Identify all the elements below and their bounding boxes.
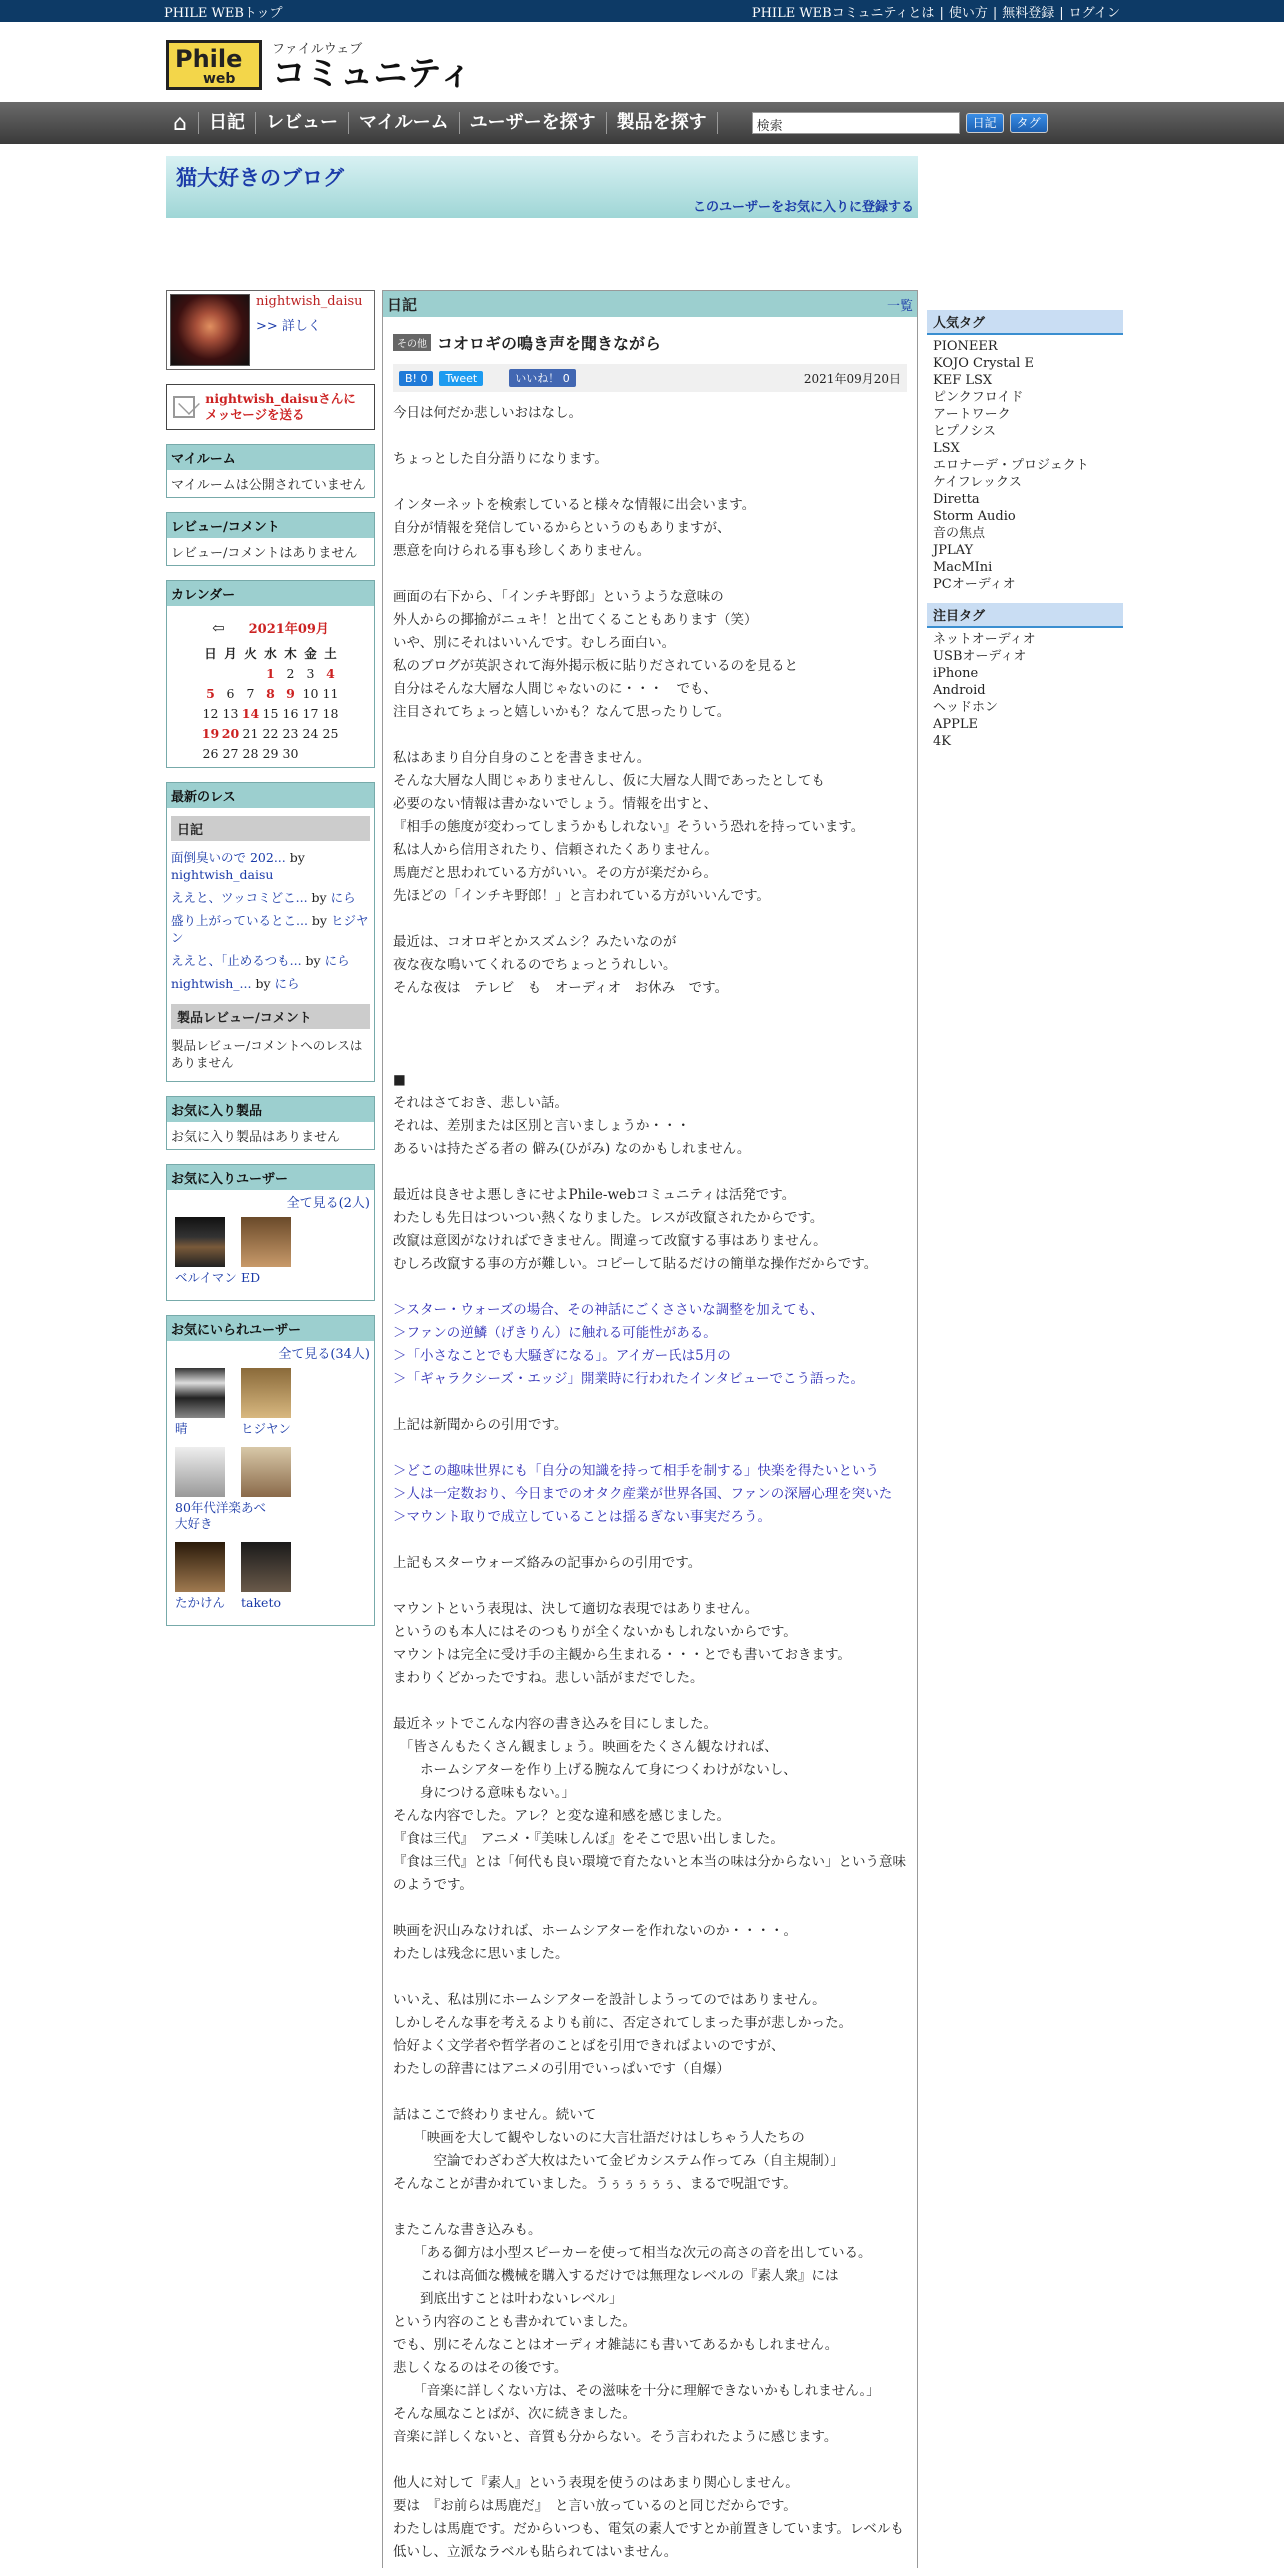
entry-paragraph: ＞どこの趣味世界にも「自分の知識を持って相手を制する」快楽を得たいという ＞人は一定数おり、今日までのオタク産業が世界各国、ファンの深層心理を突いた ＞マウント取りで成立していることは揺るぎない事実だろう。	[393, 1463, 893, 1525]
user-photo[interactable]	[241, 1447, 291, 1497]
tag-link[interactable]: ピンクフロイド	[933, 390, 1024, 405]
entry-paragraph: またこんな書き込みも。 「ある御方は小型スピーカーを使って相当な次元の高さの音を出している。 これは高価な機械を購入するだけでは無理なレベルの『素人衆』には 到底出すことは叶わないレベル」 という内容のことも書かれていました。 でも、別にそんなことはオーディオ雑誌にも書いてあるかもしれません。 悲しくなるのはその後です。 「音楽に詳しくない方は、その滋味を十分に理解できないかもしれません。」 そんな風なことばが、次に続きました。 音楽に詳しくないと、音質も分からない。そう言われたように感じます。	[393, 2222, 880, 2445]
logo-text	[272, 38, 473, 94]
calendar-month: 2021年09月	[248, 622, 329, 637]
user-name-link[interactable]: 晴	[175, 1421, 188, 1436]
fav-products-heading: お気に入り製品	[167, 1097, 374, 1122]
calendar-day[interactable]: 13	[222, 705, 239, 721]
entry-title: コオロギの鳴き声を聞きながら	[437, 334, 662, 353]
calendar-section	[166, 580, 375, 768]
calendar-day	[321, 743, 341, 763]
latest-heading: 最新のレス	[167, 783, 374, 808]
tag-link[interactable]: APPLE	[933, 717, 979, 732]
entry-paragraph: 最近は良きせよ悪しきにせよPhile-webコミュニティは活発です。 わたしも先日はついつい熱くなりました。レスが改竄されたからです。 改竄は意図がなければできません。間違って改竄する事はありません。 むしろ改竄する事の方が難しい。コピーして貼るだけの簡単な操作だからです。	[393, 1187, 878, 1272]
latest-product-label: 製品レビュー/コメント	[171, 1004, 370, 1029]
search-tag-button[interactable]: タグ	[1010, 113, 1048, 133]
latest-response-item	[171, 952, 370, 969]
site-logo[interactable]	[166, 38, 473, 94]
tag-link[interactable]: ケイフレックス	[933, 475, 1022, 490]
myroom-heading: マイルーム	[167, 445, 374, 470]
calendar-weekday: 木	[284, 646, 297, 661]
user-photo[interactable]	[241, 1542, 291, 1592]
calendar-day[interactable]: 28	[242, 745, 259, 761]
review-text: レビュー/コメントはありません	[171, 546, 358, 561]
user-name-link[interactable]: あべ	[241, 1500, 267, 1515]
tag-link[interactable]: ヘッドホン	[933, 700, 999, 715]
left-column	[166, 290, 375, 1626]
calendar-heading: カレンダー	[167, 581, 374, 606]
user-card[interactable]	[175, 1217, 241, 1286]
tag-link[interactable]: ネットオーディオ	[933, 632, 1036, 647]
nav-find-users[interactable]: ユーザーを探す	[459, 112, 606, 134]
fav-users-heading: お気に入りユーザー	[167, 1165, 374, 1190]
entry-paragraph: 最近ネットでこんな内容の書き込みを目にしました。 「皆さんもたくさん観ましょう。映画をたくさん観なければ、 ホームシアターを作り上げる腕なんて身につくわけがないし、 身につける意味もない。」 そんな内容でした。アレ？と変な違和感を感じました。 『食は三代』 アニメ・『美味しんぼ』をそこで思い出しました。 『食は三代』とは「何代も良い環境で育たないと本当の味は分からない」という意味のようです。	[393, 1716, 906, 1893]
blog-title-banner	[166, 156, 918, 218]
latest-response-by: by	[255, 976, 271, 991]
entry-paragraph: いいえ、私は別にホームシアターを設計しようってのではありません。 しかしそんな事を考えるよりも前に、否定されてしまった事が悲しかった。 恰好よく文学者や哲学者のことばを引用できればよいのですが、 わたしの辞書にはアニメの引用でいっぱいです（自爆）	[393, 1992, 852, 2077]
calendar-day[interactable]: 29	[262, 745, 279, 761]
user-card[interactable]	[175, 1368, 241, 1437]
fav-users-all-link[interactable]: 全て見る(2人)	[286, 1196, 370, 1211]
calendar-day[interactable]: 22	[262, 725, 279, 741]
attention-tags-heading: 注目タグ	[927, 603, 1123, 628]
user-photo[interactable]	[175, 1447, 225, 1497]
calendar-weekday: 火	[244, 646, 257, 661]
calendar-day[interactable]: 19	[201, 725, 220, 741]
top-links: PHILE WEBコミュニティとは | 使い方 | 無料登録 | ログイン	[751, 5, 1120, 21]
latest-response-item	[171, 889, 370, 906]
howto-link[interactable]: 使い方	[948, 5, 988, 21]
latest-diary-label: 日記	[171, 816, 370, 841]
user-card[interactable]	[175, 1542, 241, 1611]
calendar-day	[301, 743, 321, 763]
review-section	[166, 512, 375, 566]
calendar-day[interactable]: 23	[282, 725, 299, 741]
latest-response-user[interactable]: にら	[330, 890, 356, 905]
entry-paragraph: 最近は、コオロギとかスズムシ？みたいなのが 夜な夜な鳴いてくれるのでちょっとうれしい。 そんな夜は テレビ も オーディオ お休み です。 ■ それはさておき、悲しい話。 それは、差別または区別と言いましょうか・・・ あるいは持たざる者の 僻み(ひがみ) なのかもしれません。	[393, 934, 751, 1157]
fav-products-section	[166, 1096, 375, 1150]
latest-response-by: by	[289, 850, 305, 865]
home-icon[interactable]: ⌂	[173, 110, 187, 136]
fav-users-section	[166, 1164, 375, 1301]
entry-paragraph: ちょっとした自分語りになります。	[393, 451, 608, 467]
main-column	[382, 290, 918, 2568]
latest-response-by: by	[305, 953, 321, 968]
calendar-day[interactable]: 24	[302, 725, 319, 741]
entry-paragraph: 今日は何だか悲しいおはなし。	[393, 405, 582, 421]
user-photo[interactable]	[175, 1542, 225, 1592]
tag-link[interactable]: iPhone	[933, 666, 979, 681]
profile-name[interactable]: nightwish_daisu	[256, 294, 363, 309]
tag-link[interactable]: エロナーデ・プロジェクト	[933, 458, 1089, 473]
entry-paragraph: マウントという表現は、決して適切な表現ではありません。 というのも本人にはそのつもりが全くないかもしれないからです。 マウントは完全に受け手の主観から生まれる・・・とでも書いておきます。 まわりくどかったですね。悲しい話がまだでした。	[393, 1601, 851, 1686]
calendar-day[interactable]: 20	[221, 725, 240, 741]
main-nav	[0, 102, 1284, 144]
nav-find-products[interactable]: 製品を探す	[606, 112, 718, 134]
faved-by-section	[166, 1315, 375, 1626]
entry-body	[393, 402, 907, 2564]
user-card[interactable]	[241, 1217, 307, 1286]
tag-link[interactable]: ヒプノシス	[933, 424, 997, 439]
entry-paragraph: 他人に対して『素人』という表現を使うのはあまり関心しません。 要は 『お前らは馬鹿だ』 と言い放っているのと同じだからです。 わたしは馬鹿です。だからいつも、電気の素人ですとか前置きしています。レベルも低いし、立派なラベルも貼られてはいません。	[393, 2475, 904, 2560]
latest-response-item	[171, 975, 370, 992]
logo-sub: ファイルウェブ	[272, 42, 363, 57]
popular-tags-heading: 人気タグ	[927, 310, 1123, 335]
tag-link[interactable]: Android	[933, 683, 986, 698]
calendar-day[interactable]: 17	[302, 705, 319, 721]
entry-paragraph: 映画を沢山みなければ、ホームシアターを作れないのか・・・・。 わたしは残念に思いました。	[393, 1923, 798, 1962]
diary-heading: 日記	[387, 295, 418, 314]
send-message-link[interactable]: nightwish_daisuさんにメッセージを送る	[205, 391, 356, 422]
avatar[interactable]	[170, 294, 250, 366]
latest-response-item	[171, 849, 370, 883]
calendar-day[interactable]: 21	[242, 725, 259, 741]
latest-response-by: by	[311, 913, 327, 928]
latest-response-item	[171, 912, 370, 946]
calendar-weekday: 水	[264, 646, 277, 661]
calendar-day[interactable]: 7	[246, 685, 255, 701]
user-name-link[interactable]: ヒジヤン	[241, 1421, 291, 1436]
fav-products-text: お気に入り製品はありません	[171, 1130, 341, 1145]
calendar-day[interactable]: 6	[226, 685, 235, 701]
calendar-day[interactable]: 5	[206, 685, 215, 701]
tag-link[interactable]: アートワーク	[933, 407, 1011, 422]
calendar-day[interactable]: 12	[202, 705, 219, 721]
login-link[interactable]: ログイン	[1068, 5, 1120, 21]
calendar-weekday: 日	[204, 646, 217, 661]
tag-link[interactable]: 音の焦点	[933, 526, 986, 541]
logo-web: web	[203, 70, 236, 87]
tag-link[interactable]: KEF LSX	[933, 373, 993, 388]
tag-link[interactable]: LSX	[933, 441, 960, 456]
user-name-link[interactable]: 80年代洋楽大好き	[175, 1500, 241, 1531]
tag-link[interactable]: MacMIni	[933, 560, 993, 575]
diary-header	[383, 291, 917, 317]
user-name-link[interactable]: たかけん	[175, 1595, 226, 1610]
calendar-weekday: 金	[304, 646, 317, 661]
user-name-link[interactable]: ベルイマン	[175, 1270, 237, 1285]
faved-by-heading: お気にいられユーザー	[167, 1316, 374, 1341]
user-photo[interactable]	[175, 1217, 225, 1267]
blog-title[interactable]: 猫大好きのブログ	[176, 165, 344, 190]
calendar-day[interactable]: 9	[286, 685, 295, 701]
prev-month-icon[interactable]: ⇦	[212, 618, 225, 637]
latest-responses-section	[166, 782, 375, 1082]
latest-response-user[interactable]: にら	[274, 976, 300, 991]
phile-web-top-link[interactable]: PHILE WEBトップ	[164, 5, 283, 21]
faved-by-all-link[interactable]: 全て見る(34人)	[278, 1347, 370, 1362]
calendar-day[interactable]: 26	[202, 745, 219, 761]
calendar-day[interactable]: 3	[306, 665, 315, 681]
calendar-day[interactable]: 1	[266, 665, 275, 681]
site-header	[162, 22, 1122, 102]
latest-response-user[interactable]: にら	[324, 953, 350, 968]
entry-paragraph: インターネットを検索していると様々な情報に出会います。 自分が情報を発信しているからというのもありますが、 悪意を向けられる事も珍しくありません。	[393, 497, 756, 559]
calendar-day[interactable]: 4	[326, 665, 335, 681]
register-link[interactable]: 無料登録	[1002, 5, 1055, 21]
add-favorite-link[interactable]: このユーザーをお気に入りに登録する	[692, 200, 914, 215]
latest-response-link[interactable]: ええと、ツッコミどこ...	[171, 890, 308, 905]
calendar-day	[201, 663, 221, 683]
calendar-day[interactable]: 10	[302, 685, 319, 701]
tag-link[interactable]: USBオーディオ	[933, 649, 1027, 664]
send-message-box[interactable]	[166, 384, 375, 430]
calendar-weekday: 土	[324, 646, 337, 661]
tag-link[interactable]: PIONEER	[933, 339, 998, 354]
tag-link[interactable]: Storm Audio	[933, 509, 1016, 524]
about-link[interactable]: PHILE WEBコミュニティとは	[751, 5, 935, 21]
search-diary-button[interactable]: 日記	[966, 113, 1004, 133]
profile-box	[166, 290, 375, 370]
latest-response-link[interactable]: 盛り上がっているとこ...	[171, 913, 308, 928]
user-photo[interactable]	[175, 1368, 225, 1418]
nav-diary[interactable]: 日記	[198, 112, 255, 134]
entry-paragraph: 画面の右下から、「インチキ野郎」というような意味の 外人からの揶揄がニュキ！と出てくることもあります（笑） いや、別にそれはいいんです。むしろ面白い。 私のブログが英訳されて海外掲示板に貼りだされているのを見ると 自分はそんな大層な人間じゃないのに・・・ でも、 注目されてちょっと嬉しいかも？なんて思ったりして。	[393, 589, 798, 720]
diary-list-link[interactable]: 一覧	[886, 298, 913, 314]
user-name-link[interactable]: taketo	[241, 1595, 281, 1610]
nav-myroom[interactable]: マイルーム	[348, 112, 459, 134]
calendar-day	[221, 663, 241, 683]
logo-mark	[166, 40, 262, 90]
latest-response-user[interactable]: ヒジヤン	[171, 913, 369, 945]
calendar-day[interactable]: 11	[322, 685, 339, 701]
tag-link[interactable]: 4K	[933, 734, 951, 749]
calendar-day	[241, 663, 261, 683]
entry-paragraph: 私はあまり自分自身のことを書きません。 そんな大層な人間じゃありませんし、仮に大層な人間であったとしても 必要のない情報は書かないでしょう。情報を出すと、 『相手の態度が変わってしまうかもしれない』そういう恐れを持っています。 私は人から信用されたり、信頼されたくありません。 馬鹿だと思われている方がいい。その方が楽だから。 先ほどの「インチキ野郎！」と言われている方がいいんです。	[393, 750, 865, 904]
logo-main: コミュニティ	[272, 54, 473, 94]
myroom-section	[166, 444, 375, 498]
tag-link[interactable]: PCオーディオ	[933, 577, 1016, 592]
user-card[interactable]	[241, 1542, 307, 1611]
calendar-day[interactable]: 2	[286, 665, 295, 681]
profile-more-link[interactable]: >> 詳しく	[256, 319, 321, 334]
calendar-table	[201, 643, 341, 763]
nav-review[interactable]: レビュー	[255, 112, 348, 134]
entry-paragraph: 上記もスターウォーズ絡みの記事からの引用です。	[393, 1555, 702, 1571]
tag-link[interactable]: Diretta	[933, 492, 980, 507]
logo-phile: Phile	[175, 44, 243, 73]
hatena-bookmark-button[interactable]: B! 0	[399, 371, 433, 386]
tweet-button[interactable]: Tweet	[439, 371, 483, 386]
latest-response-link[interactable]: nightwish_...	[171, 976, 252, 991]
calendar-day[interactable]: 30	[282, 745, 299, 761]
calendar-day[interactable]: 25	[322, 725, 339, 741]
entry-date: 2021年09月20日	[803, 371, 901, 386]
user-card[interactable]	[241, 1447, 307, 1532]
envelope-icon	[173, 396, 195, 418]
entry-paragraph: ＞スター・ウォーズの場合、その神話にごくささいな調整を加えても、 ＞ファンの逆鱗（げきりん）に触れる可能性がある。 ＞「小さなことでも大騒ぎになる」。アイガー氏は5月の ＞「ギャラクシーズ・エッジ」開業時に行われたインタビューでこう語った。	[393, 1302, 865, 1387]
calendar-day[interactable]: 18	[322, 705, 339, 721]
share-bar	[393, 364, 907, 392]
review-heading: レビュー/コメント	[167, 513, 374, 538]
latest-response-link[interactable]: ええと、「止めるつも...	[171, 953, 302, 968]
tag-link[interactable]: JPLAY	[933, 543, 974, 558]
calendar-day[interactable]: 27	[222, 745, 239, 761]
entry-paragraph: 上記は新聞からの引用です。	[393, 1417, 568, 1433]
calendar-day[interactable]: 8	[266, 685, 275, 701]
latest-response-user[interactable]: nightwish_daisu	[171, 867, 274, 882]
calendar-day[interactable]: 14	[241, 705, 260, 721]
user-name-link[interactable]: ED	[241, 1270, 261, 1285]
calendar-weekday: 月	[224, 646, 237, 661]
top-bar	[0, 0, 1284, 22]
entry-paragraph: 話はここで終わりません。続いて 「映画を大して観やしないのに大言壮語だけはしちゃう人たちの 空論でわざわざ大枚はたいて金ピカシステム作ってみ（自主規制）」 そんなことが書かれていました。うぅぅぅぅぅ、まるで呪詛です。	[393, 2107, 844, 2192]
tag-link[interactable]: KOJO Crystal E	[933, 356, 1034, 371]
user-card[interactable]	[241, 1368, 307, 1437]
latest-response-link[interactable]: 面倒臭いので 202...	[171, 850, 286, 865]
user-card[interactable]	[175, 1447, 241, 1532]
calendar-day[interactable]: 16	[282, 705, 299, 721]
entry-title-row	[393, 331, 907, 354]
search-input[interactable]: 検索	[752, 112, 960, 134]
calendar-day[interactable]: 15	[262, 705, 279, 721]
entry-category-badge[interactable]: その他	[393, 334, 431, 351]
latest-response-by: by	[311, 890, 327, 905]
right-column	[927, 310, 1123, 760]
myroom-text: マイルームは公開されていません	[171, 478, 366, 493]
user-photo[interactable]	[241, 1368, 291, 1418]
user-photo[interactable]	[241, 1217, 291, 1267]
like-button[interactable]: いいね！ 0	[509, 369, 576, 387]
latest-product-text: 製品レビュー/コメントへのレスはありません	[171, 1038, 363, 1070]
